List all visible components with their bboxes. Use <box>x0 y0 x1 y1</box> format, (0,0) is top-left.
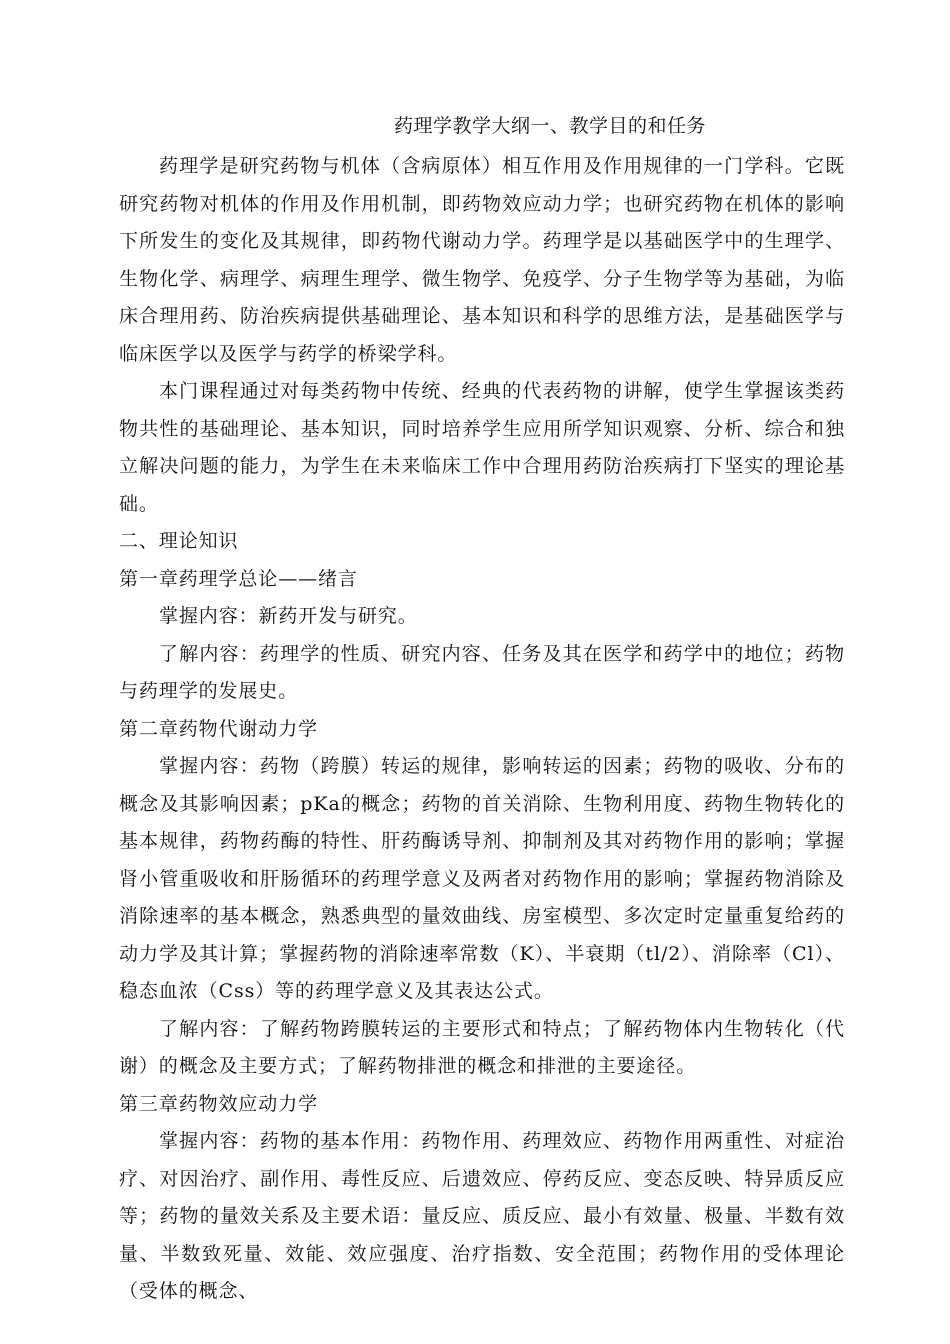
paragraph-intro: 药理学是研究药物与机体（含病原体）相互作用及作用规律的一门学科。它既研究药物对机体的作用及作用机制，即药物效应动力学；也研究药物在机体的影响下所发生的变化及其规律，即药物代谢动力学。药理学是以基础医学中的生理学、生物化学、病理学、病理生理学、微生物学、免疫学、分子生物学等为基础，为临床合理用药、防治疾病提供基础理论、基本知识和科学的思维方法，是基础医学与临床医学以及医学与药学的桥梁学科。 <box>119 155 845 365</box>
chapter-3-master: 掌握内容：药物的基本作用：药物作用、药理效应、药物作用两重性、对症治疗、对因治疗、副作用、毒性反应、后遗效应、停药反应、变态反映、特异质反应等；药物的量效关系及主要术语：量反应、质反应、最小有效量、极量、半数有效量、半数致死量、效能、效应强度、治疗指数、安全范围；药物作用的受体理论（受体的概念、 <box>119 1130 845 1302</box>
chapter-1-understand: 了解内容：药理学的性质、研究内容、任务及其在医学和药学中的地位；药物与药理学的发展史。 <box>119 642 845 702</box>
document-body <box>119 148 845 1311</box>
chapter-1-master: 掌握内容：新药开发与研究。 <box>159 605 418 627</box>
chapter-2-understand: 了解内容：了解药物跨膜转运的主要形式和特点；了解药物体内生物转化（代谢）的概念及主要方式；了解药物排泄的概念和排泄的主要途径。 <box>119 1017 845 1077</box>
chapter-heading-1: 第一章药理学总论——绪言 <box>119 567 358 590</box>
chapter-heading-3: 第三章药物效应动力学 <box>119 1092 319 1115</box>
chapter-heading-2: 第二章药物代谢动力学 <box>119 717 319 740</box>
chapter-2-master: 掌握内容：药物（跨膜）转运的规律，影响转运的因素；药物的吸收、分布的概念及其影响因素；pKa的概念；药物的首关消除、生物利用度、药物生物转化的基本规律，药物药酶的特性、肝药酶诱导剂、抑制剂及其对药物作用的影响；掌握肾小管重吸收和肝肠循环的药理学意义及两者对药物作用的影响；掌握药物消除及消除速率的基本概念，熟悉典型的量效曲线、房室模型、多次定时定量重复给药的动力学及其计算；掌握药物的消除速率常数（K）、半衰期（tl/2）、消除率（Cl）、稳态血浓（Css）等的药理学意义及其表达公式。 <box>119 755 845 1002</box>
document-title: 药理学教学大纲一、教学目的和任务 <box>393 115 706 137</box>
paragraph-course-goal: 本门课程通过对每类药物中传统、经典的代表药物的讲解，使学生掌握该类药物共性的基础理论、基本知识，同时培养学生应用所学知识观察、分析、综合和独立解决问题的能力，为学生在未来临床工作中合理用药防治疾病打下坚实的理论基础。 <box>119 380 845 515</box>
section-heading-theory: 二、理论知识 <box>119 530 239 552</box>
